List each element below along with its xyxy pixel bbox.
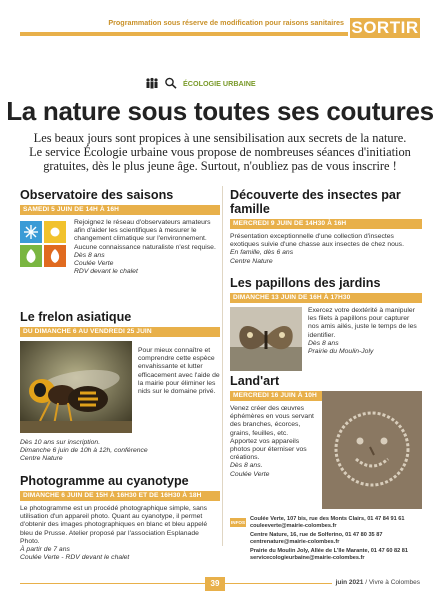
papillons-age: Dès 8 ans	[308, 339, 339, 347]
butterfly-photo	[230, 307, 302, 371]
cyanotype-text: Le photogramme est un procédé photographique simple, sans utilisation d'un appareil photo. Quant au cyanotype, il permet d'obtenir des images photographiques en blanc et bleu appelé bleu de Prusse. Atelier proposé par l'association Esplanade Photo.	[20, 505, 208, 545]
landart-text: Venez créer des œuvres éphémères en vous servant des branches, écorces, grains, feuilles, etc. Apportez vos appareils photos pour éterniser vos créations.	[230, 405, 314, 462]
frelon-age: Dès 10 ans sur inscription.	[20, 439, 101, 446]
section-insectes	[230, 188, 422, 266]
info-prairie	[250, 548, 422, 562]
section-label: SORTIR	[351, 18, 419, 37]
section-frelon	[20, 310, 220, 464]
info-coulee-email[interactable]: couleeverte@mairie-colombes.fr	[250, 523, 337, 529]
people-icon	[145, 77, 159, 89]
observatoire-rdv: RDV devant le chalet	[74, 268, 138, 276]
observatoire-text: Rejoignez le réseau d'observateurs amateurs afin d'aider les scientifiques à mesurer le changement climatique sur l'environnement. Aucune connaissance naturaliste n'est requise.	[74, 219, 216, 251]
landart-place: Coulée Verte	[230, 470, 270, 478]
magazine-name: Vivre à Colombes	[368, 579, 420, 586]
info-centre-address: Centre Nature, 16, rue de Solferino, 01 47 80 35 87	[250, 532, 383, 538]
insectes-age: En famille, dès 6 ans	[230, 249, 294, 257]
rubric	[145, 76, 256, 90]
papillons-place: Prairie du Moulin-Joly	[308, 348, 374, 356]
issue-date: juin 2021	[335, 579, 364, 586]
info-coulee-verte	[250, 516, 422, 530]
intro-text: Les beaux jours sont propices à une sensibilisation aux secrets de la nature. Le service Écologie urbaine vous propose de nombreuses séances d'initiation gratuites, dès le plus jeune âge. Surtout, n'oubliez pas de vous inscrire !	[29, 131, 411, 174]
insectes-title: Découverte des insectes par famille	[230, 188, 401, 216]
infos-box	[230, 516, 422, 564]
footer	[0, 577, 440, 591]
observatoire-age: Dès 8 ans	[74, 251, 105, 259]
landart-title: Land'art	[230, 374, 280, 388]
section-papillons	[230, 276, 422, 375]
papillons-text: Exercez votre dextérité à manipuler les filets à papillons pour capturer nos amis ailés, juste le temps de les identifier.	[308, 307, 417, 339]
page-title: La nature sous toutes ses coutures	[6, 96, 434, 126]
insectes-text: Présentation exceptionnelle d'une collection d'insectes exotiques suivie d'une chasse aux insectes de chez nous.	[230, 233, 404, 249]
magazine-issue: juin 2021 / Vivre à Colombes	[332, 579, 420, 586]
rubric-label: ÉCOLOGIE URBAINE	[183, 78, 256, 88]
insectes-date: MERCREDI 9 JUIN DE 14H30 À 16H	[230, 219, 422, 229]
observatoire-title: Observatoire des saisons	[20, 188, 174, 202]
frelon-conference: Dimanche 6 juin de 10h à 12h, conférence	[20, 447, 148, 455]
observatoire-date: SAMEDI 5 JUIN DE 14H À 16H	[20, 205, 220, 215]
page-number: 39	[205, 577, 225, 591]
section-landart	[230, 374, 422, 525]
landart-date: MERCREDI 16 JUIN À 10H	[230, 391, 422, 401]
magnifier-icon	[164, 77, 178, 89]
sanitary-notice: Programmation sous réserve de modification pour raisons sanitaires	[108, 18, 344, 27]
info-centre-email[interactable]: centrenature@mairie-colombes.fr	[250, 539, 340, 545]
section-cyanotype	[20, 474, 220, 562]
papillons-title: Les papillons des jardins	[230, 276, 381, 290]
observatoire-place: Coulée Verte	[74, 260, 114, 268]
column-divider	[222, 186, 223, 546]
info-prairie-address: Prairie du Moulin Joly, Allée de L'Ile Marante, 01 47 60 82 81	[250, 548, 409, 554]
seasons-icon	[20, 221, 66, 267]
cyanotype-date: DIMANCHE 6 JUIN DE 15H À 16H30 ET DE 16H30 À 18H	[20, 491, 220, 501]
land-art-photo	[322, 391, 422, 509]
cyanotype-age: À partir de 7 ans	[20, 546, 70, 554]
frelon-date: DU DIMANCHE 6 AU VENDREDI 25 JUIN	[20, 327, 220, 337]
frelon-title: Le frelon asiatique	[20, 310, 132, 324]
info-prairie-email[interactable]: servicecologieurbaine@mairie-colombes.fr	[250, 555, 365, 561]
cyanotype-place: Coulée Verte - RDV devant le chalet	[20, 554, 130, 562]
infos-tag: INFOS	[230, 520, 246, 525]
landart-age: Dès 8 ans.	[230, 462, 263, 470]
frelon-place: Centre Nature	[20, 455, 63, 463]
cyanotype-title: Photogramme au cyanotype	[20, 474, 189, 488]
top-stripe	[20, 32, 348, 36]
frelon-text: Pour mieux connaître et comprendre cette espèce envahissante et lutter efficacement avec l'aide de la mairie pour éliminer les nids sur le domaine privé.	[138, 347, 220, 396]
insectes-place: Centre Nature	[230, 257, 273, 265]
info-centre-nature	[250, 532, 422, 546]
section-observatoire	[20, 188, 220, 315]
hornet-photo	[20, 341, 132, 433]
top-banner	[0, 18, 440, 40]
papillons-date: DIMANCHE 13 JUIN DE 16H À 17H30	[230, 293, 422, 303]
info-coulee-address: Coulée Verte, 107 bis, rue des Monts Clairs, 01 47 84 91 61	[250, 516, 405, 522]
